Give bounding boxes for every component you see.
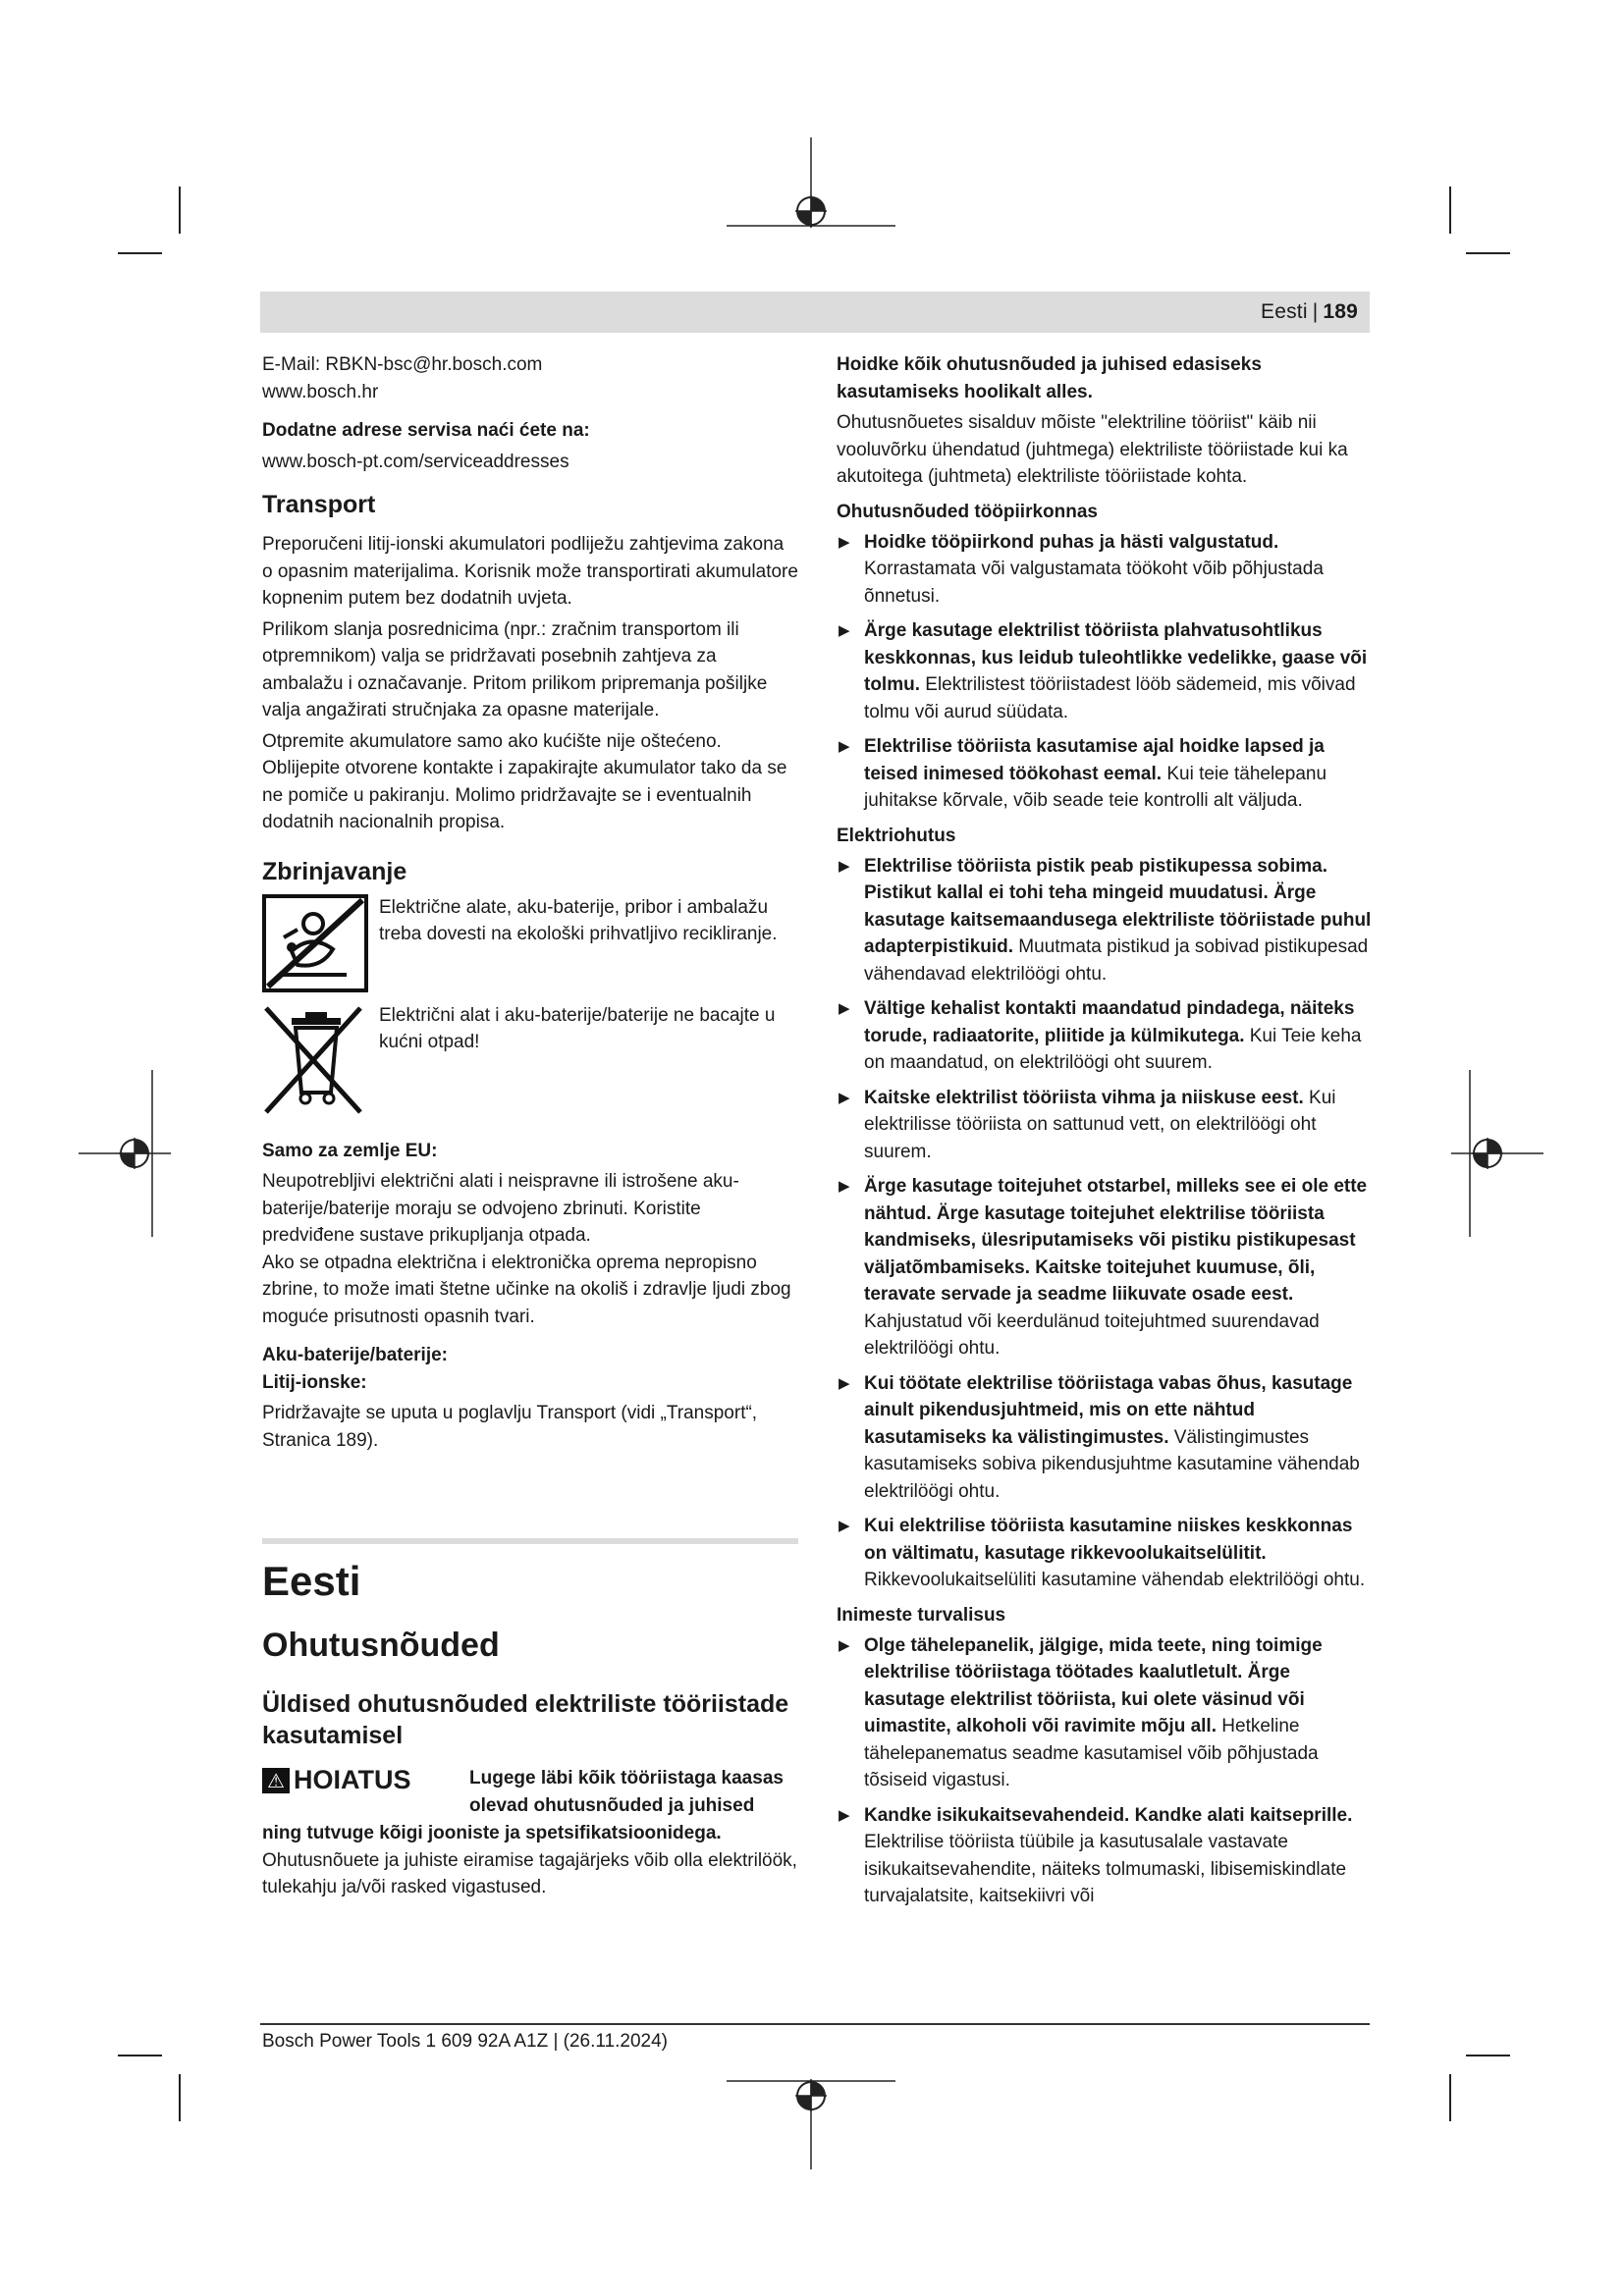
bullet-bold-text: Ärge kasutage toitejuhet otstarbel, milleks see ei ole ette nähtud. Ärge kasutage toitejuhet elektrilise tööriista kandmiseks, ülesriputamiseks või pistiku pistikupesast väljatõmbamiseks. Kaitske toitejuhet kuumuse, õli, teravate servade ja seadme liikuvate osade eest. [864, 1176, 1368, 1305]
disposal-item [262, 1002, 798, 1120]
bullet-text: Kui teie tähelepanu juhitakse kõrvale, võib seade teie kontrolli alt väljuda. [864, 763, 1327, 811]
bullet-arrow-icon: ▶ [839, 1518, 850, 1534]
tool-definition: Ohutusnõuetes sisalduv mõiste "elektriline tööriist" käib nii vooluvõrku ühendatud (juhtmega) elektriliste tööriistade kui ka akutoitega (juhtmeta) elektriliste tööriistade kohta. [837, 412, 1348, 487]
contact-email: E-Mail: RBKN-bsc@hr.bosch.com [262, 354, 543, 375]
warning-paragraph: Ohutusnõuete ja juhiste eiramise tagajärjeks võib olla elektrilöök, tulekahju ja/või rasked vigastused. [262, 1849, 797, 1897]
bullet-bold-text: Ärge kasutage elektrilist tööriista plahvatusohtlikus keskkonnas, kus leidub tuleohtlikke vedelikke, gaase või tolmu. [864, 620, 1368, 695]
bullet-arrow-icon: ▶ [839, 1806, 850, 1824]
warning-triangle-icon: ⚠ [262, 1768, 290, 1793]
warning-block [262, 1765, 798, 1820]
disposal-text: Električne alate, aku-baterije, pribor i ambalažu treba dovesti na ekološki prihvatljivo recikliranje. [379, 896, 778, 944]
bullet-bold-text: Kaitske elektrilist tööriista vihma ja niiskuse eest. [864, 1087, 1304, 1108]
warning-text-continued: ning tutvuge kõigi jooniste ja spetsifikatsioonidega. [262, 1823, 722, 1843]
crop-mark [1449, 187, 1451, 234]
page-header [260, 292, 1370, 333]
crossed-out-bin-icon [262, 1002, 368, 1116]
right-column [837, 351, 1372, 1918]
electric-list [837, 853, 1372, 1594]
no-dumping-recycling-icon [262, 894, 368, 992]
bullet-arrow-icon: ▶ [839, 1000, 850, 1017]
crop-mark [118, 2055, 162, 2056]
header-language: Eesti [1261, 300, 1308, 323]
safety-title: Ohutusnõuded [262, 1627, 500, 1664]
bullet-text: Kahjustatud või keerdulänud toitejuhtmed suurendavad elektrilöögi ohtu. [864, 1310, 1320, 1359]
workplace-list [837, 529, 1372, 815]
bullet-bold-text: Elektrilise tööriista pistik peab pistikupessa sobima. Pistikut kallal ei tohi teha mingeid muudatusi. Ärge kasutage kaitsemaandusega elektriliste tööriistade puhul adapterpistikuid. [864, 855, 1372, 957]
bullet-arrow-icon: ▶ [839, 1089, 850, 1106]
crop-mark [118, 252, 162, 254]
liion-paragraph: Pridržavajte se uputa u poglavlju Transport (vidi „Transport“, Stranica 189). [262, 1403, 758, 1451]
left-column [262, 351, 798, 1901]
safety-bullet [837, 1513, 1372, 1594]
safety-bullet [837, 617, 1372, 725]
bullet-bold-text: Elektrilise tööriista kasutamise ajal hoidke lapsed ja teised inimesed töökohast eemal. [864, 736, 1325, 784]
safety-bullet [837, 1802, 1372, 1910]
safety-bullet [837, 1632, 1372, 1794]
safety-bullet [837, 995, 1372, 1077]
crop-mark [1466, 2055, 1510, 2056]
crop-mark [1449, 2074, 1451, 2121]
transport-paragraph: Prilikom slanja posrednicima (npr.: zračnim transportom ili otpremnikom) valja se pridržavati posebnih zahtjeva za ambalažu i označavanje. Pritom prilikom pripremanja pošiljke valja angažirati stručnjaka za opasne materijale. [262, 618, 768, 721]
warning-badge [262, 1765, 411, 1795]
transport-paragraph: Otpremite akumulatore samo ako kućište nije oštećeno. Oblijepite otvorene kontakte i zapakirajte akumulator tako da se ne pomiče u pakiranju. Molimo pridržavajte se i eventualnih dodatnih nacionalnih propisa. [262, 730, 787, 832]
bullet-arrow-icon: ▶ [839, 1636, 850, 1654]
safety-bullet [837, 733, 1372, 815]
bullet-bold-text: Kandke isikukaitsevahendeid. Kandke alati kaitseprille. [864, 1804, 1353, 1826]
bullet-bold-text: Vältige kehalist kontakti maandatud pindadega, näiteks torude, radiaatorite, pliitide ja külmikutega. [864, 998, 1355, 1046]
transport-heading: Transport [262, 491, 376, 518]
eu-paragraph: Ako se otpadna električna i elektronička oprema nepropisno zbrine, to može imati štetne učinke na okoliš i zdravlje ljudi zbog moguće prisutnosti opasnih tvari. [262, 1252, 791, 1327]
disposal-item [262, 894, 798, 994]
workplace-heading: Ohutusnõuded tööpiirkonnas [837, 501, 1098, 522]
disposal-text: Električni alat i aku-baterije/baterije ne bacajte u kućni otpad! [379, 1004, 776, 1052]
bullet-arrow-icon: ▶ [839, 857, 850, 875]
electric-heading: Elektriohutus [837, 825, 956, 846]
contact-web: www.bosch.hr [262, 381, 379, 402]
personal-heading: Inimeste turvalisus [837, 1604, 1006, 1626]
bullet-bold-text: Olge tähelepanelik, jälgige, mida teete, ning toimige elektrilise tööriistaga töötades kaalutletult. Ärge kasutage elektrilist tööriista, kui olete väsinud või uimastite, alkoholi või ravimite mõju all. [864, 1634, 1323, 1736]
eu-paragraph: Neupotrebljivi električni alati i neispravne ili istrošene aku-baterije/baterije moraju se odvojeno zbrinuti. Koristite predviđene sustave prikupljanja otpada. [262, 1171, 739, 1246]
header-label: Eesti | 189 [1261, 300, 1358, 323]
warning-text: Lugege läbi kõik tööriistaga kaasas olevad ohutusnõuded ja juhised [469, 1768, 784, 1816]
bullet-text: Korrastamata või valgustamata töökoht võib põhjustada õnnetusi. [864, 559, 1324, 607]
bullet-arrow-icon: ▶ [839, 1178, 850, 1195]
bullet-arrow-icon: ▶ [839, 533, 850, 551]
service-url: www.bosch-pt.com/serviceaddresses [262, 451, 569, 472]
bullet-arrow-icon: ▶ [839, 738, 850, 755]
registration-mark-right [1435, 1070, 1543, 1247]
registration-mark-bottom [727, 2061, 903, 2169]
bullet-bold-text: Kui töötate elektrilise tööriistaga vabas õhus, kasutage ainult pikendusjuhtmeid, mis on ette nähtud kasutamiseks ka välistingimustes. [864, 1372, 1353, 1448]
service-heading: Dodatne adrese servisa naći ćete na: [262, 420, 590, 441]
bullet-arrow-icon: ▶ [839, 1374, 850, 1392]
bullet-text: Elektrilise tööriista tüübile ja kasutusalale vastavate isikukaitsevahendite, näiteks tolmumaski, libisemiskindlate turvajalatsite, kaitsekiivri või [864, 1832, 1347, 1906]
bullet-text: Välistingimustes kasutamiseks sobiva pikendusjuhtme kasutamine vähendab elektrilöögi ohtu. [864, 1426, 1360, 1502]
bullet-text: Muutmata pistikud ja sobivad pistikupesad vähendavad elektrilöögi ohtu. [864, 936, 1369, 985]
bullet-bold-text: Kui elektrilise tööriista kasutamine niiskes keskkonnas on vältimatu, kasutage rikkevoolukaitselülitit. [864, 1516, 1353, 1564]
personal-list [837, 1632, 1372, 1910]
footer-divider [260, 2023, 1370, 2025]
keep-instructions: Hoidke kõik ohutusnõuded ja juhised edasiseks kasutamiseks hoolikalt alles. [837, 354, 1262, 402]
liion-heading: Litij-ionske: [262, 1371, 367, 1393]
bullet-arrow-icon: ▶ [839, 622, 850, 639]
crop-mark [179, 187, 181, 234]
bullet-bold-text: Hoidke tööpiirkond puhas ja hästi valgustatud. [864, 531, 1279, 553]
safety-bullet [837, 1370, 1372, 1506]
section-divider [262, 1538, 798, 1544]
crop-mark [179, 2074, 181, 2121]
safety-bullet [837, 529, 1372, 611]
page-number: 189 [1323, 300, 1358, 323]
bullet-text: Rikkevoolukaitselüliti kasutamine vähendab elektrilöögi ohtu. [864, 1570, 1366, 1590]
transport-paragraph: Preporučeni litij-ionski akumulatori podliježu zahtjevima zakona o opasnim materijalima. Korisnik može transportirati akumulatore kopnenim putem bez dodatnih uvjeta. [262, 534, 798, 609]
disposal-heading: Zbrinjavanje [262, 857, 407, 885]
crop-mark [1466, 252, 1510, 254]
footer-text: Bosch Power Tools 1 609 92A A1Z | (26.11.2024) [262, 2031, 668, 2052]
bullet-text: Kui elektrilisse tööriista on sattunud vett, on elektrilöögi oht suurem. [864, 1087, 1336, 1162]
battery-heading: Aku-baterije/baterije: [262, 1345, 448, 1365]
bullet-text: Hetkeline tähelepanematus seadme kasutamisel võib põhjustada tõsiseid vigastusi. [864, 1716, 1319, 1790]
bullet-text: Elektrilistest tööriistadest lööb sädemeid, mis võivad tolmu või aurud süüdata. [864, 674, 1356, 722]
registration-mark-left [79, 1070, 187, 1247]
registration-mark-top [727, 137, 903, 245]
safety-bullet [837, 1085, 1372, 1166]
language-title: Eesti [262, 1558, 361, 1604]
bullet-text: Kui Teie keha on maandatud, on elektrilöögi oht suurem. [864, 1025, 1362, 1073]
safety-bullet [837, 1173, 1372, 1362]
warning-label: HOIATUS [294, 1765, 411, 1794]
general-safety-title: Üldised ohutusnõuded elektriliste tööriistade kasutamisel [262, 1690, 789, 1749]
safety-bullet [837, 853, 1372, 988]
eu-heading: Samo za zemlje EU: [262, 1140, 438, 1161]
